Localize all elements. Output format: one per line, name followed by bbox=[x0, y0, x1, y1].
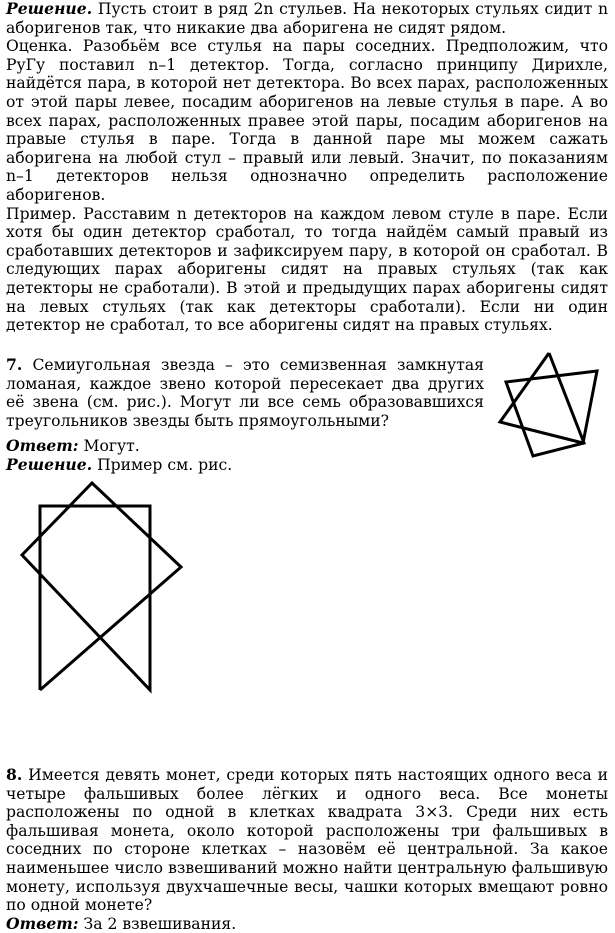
solution-label: Решение. bbox=[6, 454, 93, 474]
large-star-outline bbox=[22, 483, 181, 690]
problem-8-number: 8. bbox=[6, 765, 23, 784]
seven-point-star-figure bbox=[492, 348, 612, 464]
right-triangle-star-figure bbox=[16, 478, 186, 698]
solution-intro bbox=[6, 0, 608, 37]
solution-text: Пример см. рис. bbox=[92, 455, 233, 474]
star-outline bbox=[500, 353, 597, 456]
estimate-paragraph: Оценка. Разобьём все стулья на пары соседних. Предположим, что РуГу поставил n–1 детектор. Тогда, согласно принципу Дирихле, найдётся пара, в которой нет детектора. Во всех парах, расположенных от этой пары левее, посадим аборигенов на левые стулья в паре. А во всех парах, расположенных правее этой пары, посадим аборигенов на правые стулья в паре. Тогда в данной паре мы можем сажать аборигена на любой стул – правый или левый. Значит, по показаниям n–1 детекторов нельзя однозначно определить расположение аборигенов. bbox=[6, 37, 608, 204]
example-paragraph: Пример. Расставим n детекторов на каждом левом стуле в паре. Если хотя бы один детектор сработал, то тогда найдём самый правый из сработавших детекторов и зафиксируем пару, в которой он сработал. В следующих парах аборигены сидят на правых стульях (так как детекторы не сработали). В этой и предыдущих парах аборигены сидят на левых стульях (так как детекторы сработали). Если ни один детектор не сработал, то все аборигены сидят на правых стульях. bbox=[6, 204, 608, 335]
problem-8-text: Имеется девять монет, среди которых пять настоящих одного веса и четыре фальшивых более лёгких и одного веса. Все монеты расположены по одной в клетках квадрата 3×3. Среди них есть фальшивая монета, около которой расположены три фальшивых в соседних по стороне клетках – назовём её центральной. За какое наименьшее число взвешиваний можно найти центральную фальшивую монету, используя двухчашечные весы, чашки которых вмещают ровно по одной монете? bbox=[6, 766, 608, 915]
answer-text: Могут. bbox=[78, 437, 140, 455]
problem-7-text: Семиугольная звезда – это семизвенная замкнутая ломаная, каждое звено которой пересекает два других её звена (см. рис.). Могут ли все семь образовавшихся треугольников звезды быть прямоугольными? bbox=[6, 356, 484, 430]
solution-intro-text: Пусть стоит в ряд 2n стульев. На некоторых стульях сидит n аборигенов так, что никакие два аборигена не сидят рядом. bbox=[6, 0, 608, 37]
problem-8-statement bbox=[6, 766, 608, 933]
previous-solution bbox=[6, 0, 608, 335]
answer-text: За 2 взвешивания. bbox=[78, 914, 237, 933]
solution-label: Решение. bbox=[6, 0, 93, 18]
answer-label: Ответ: bbox=[6, 913, 79, 933]
problem-7-statement bbox=[6, 356, 484, 430]
problem-7-number: 7. bbox=[6, 355, 23, 374]
answer-label: Ответ: bbox=[6, 436, 79, 455]
